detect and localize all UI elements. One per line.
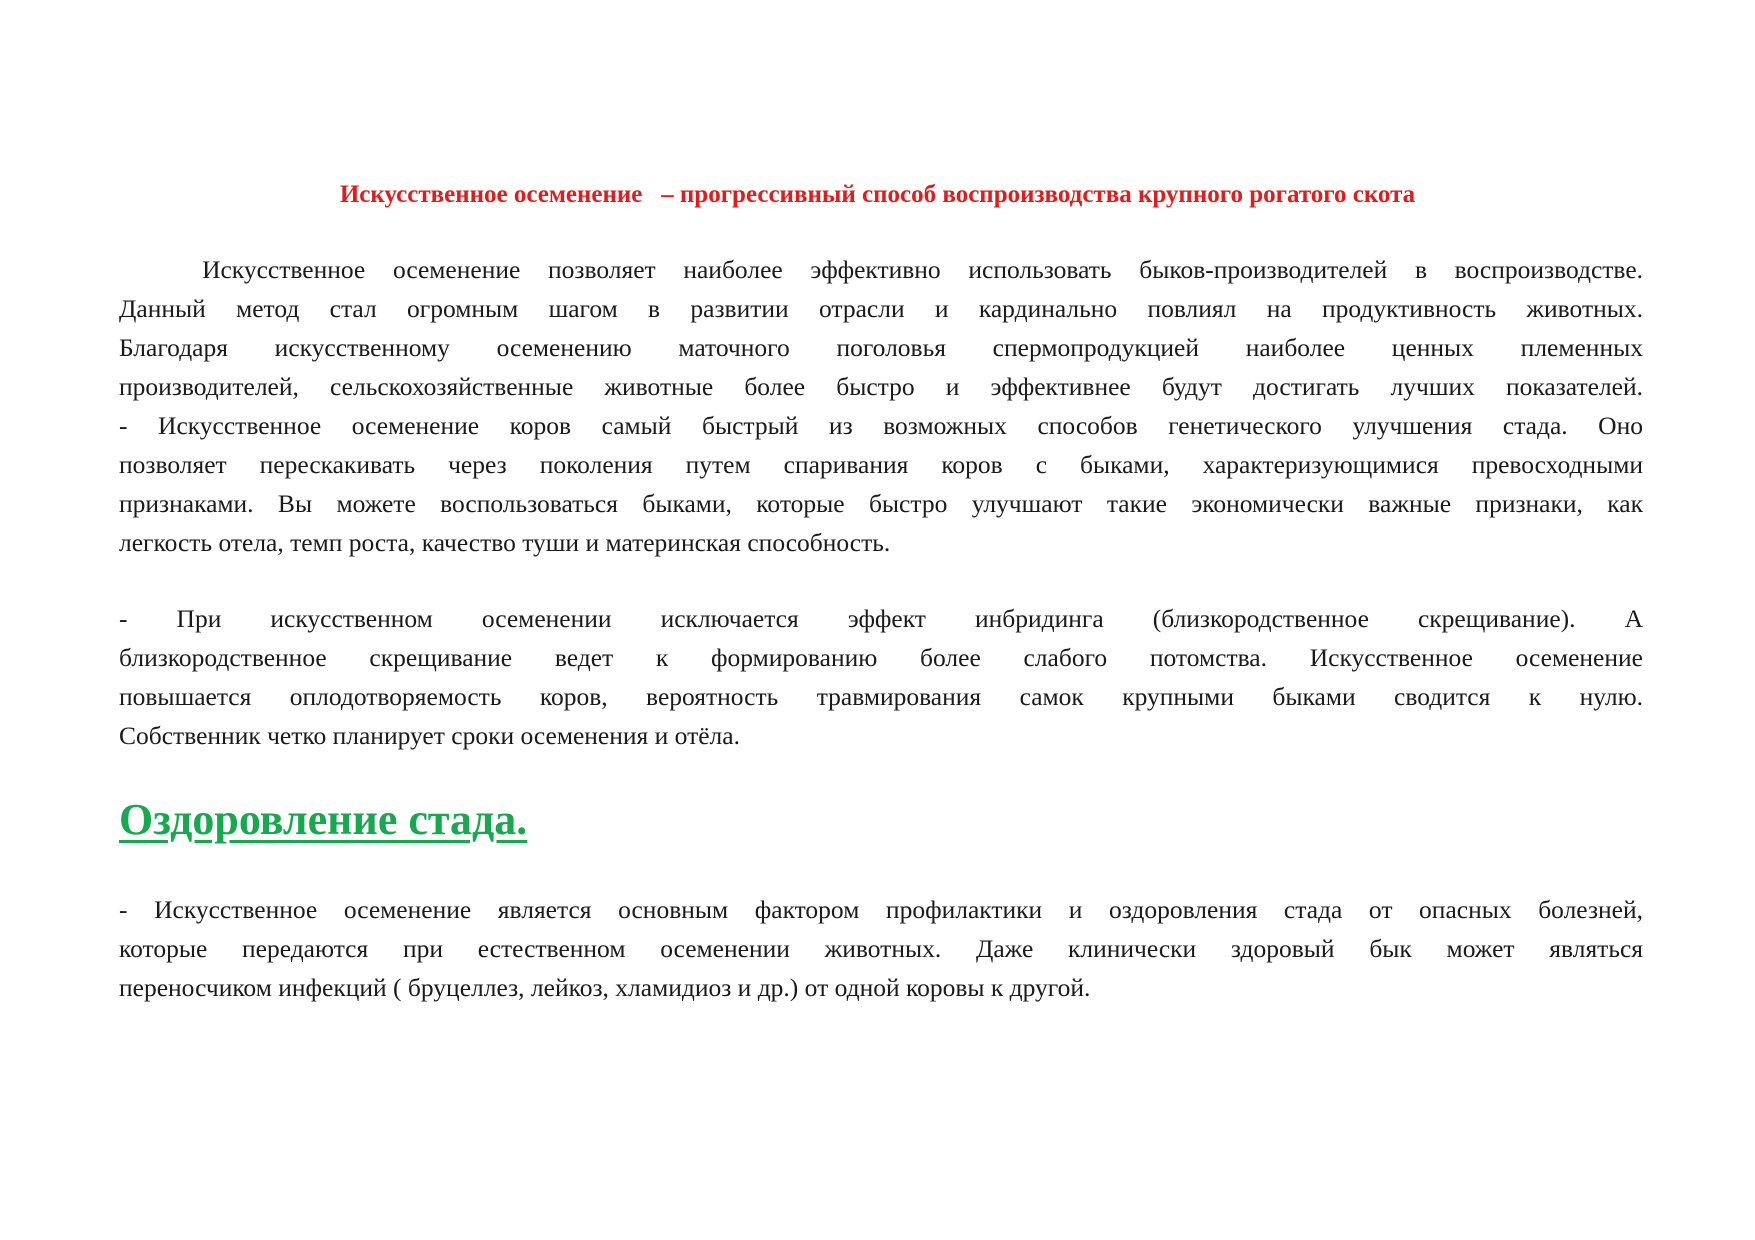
text-line: Собственник четко планирует сроки осеменения и отёла.: [119, 721, 740, 750]
text-line: которые передаются при естественном осеменении животных. Даже клинически здоровый бык может являться: [119, 934, 1643, 963]
document-title: Искусственное осеменение – прогрессивный способ воспроизводства крупного рогатого скота: [339, 181, 1416, 208]
text-line: повышается оплодотворяемость коров, вероятность травмирования самок крупными быками сводится к нулю.: [119, 682, 1643, 711]
section-heading: Оздоровление стада.: [119, 795, 528, 844]
text-line: близкородственное скрещивание ведет к формированию более слабого потомства. Искусственное осеменение: [119, 643, 1643, 672]
text-line: признаками. Вы можете воспользоваться быками, которые быстро улучшают такие экономически важные признаки, как: [119, 489, 1643, 518]
text-line: Данный метод стал огромным шагом в развитии отрасли и кардинально повлиял на продуктивность животных.: [119, 294, 1643, 323]
text-line: - Искусственное осеменение является основным фактором профилактики и оздоровления стада от опасных болезней,: [119, 895, 1643, 924]
text-line: позволяет перескакивать через поколения путем спаривания коров с быками, характеризующимися превосходными: [119, 450, 1643, 479]
paragraph-inbreeding: [119, 599, 1643, 755]
paragraph-herd-health: [119, 890, 1643, 1007]
text-line: - При искусственном осеменении исключается эффект инбридинга (близкородственное скрещивание). А: [119, 604, 1643, 633]
text-line: Искусственное осеменение позволяет наиболее эффективно использовать быков-производителей в воспроизводстве.: [119, 255, 1644, 284]
paragraph-intro: [119, 250, 1643, 562]
text-line: производителей, сельскохозяйственные животные более быстро и эффективнее будут достигать лучших показателей.: [119, 372, 1643, 401]
text-line: легкость отела, темп роста, качество туши и материнская способность.: [119, 528, 891, 557]
text-line: переносчиком инфекций ( бруцеллез, лейкоз, хламидиоз и др.) от одной коровы к другой.: [119, 973, 1091, 1002]
text-line: - Искусственное осеменение коров самый быстрый из возможных способов генетического улучшения стада. Оно: [119, 411, 1643, 440]
text-line: Благодаря искусственному осеменению маточного поголовья спермопродукцией наиболее ценных племенных: [119, 333, 1643, 362]
